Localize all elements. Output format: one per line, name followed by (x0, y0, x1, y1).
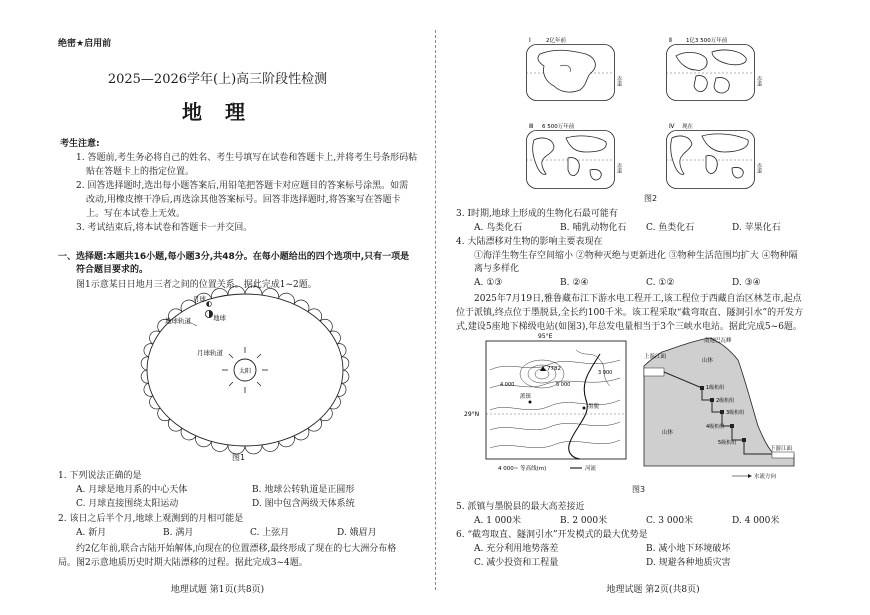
fig2-equator-label: 赤道 (616, 163, 622, 173)
q4-statements-cont: 离与多样化 (474, 264, 520, 274)
fig2-equator-label: 赤道 (756, 163, 762, 173)
fig3-upstream: 上游江面 (644, 354, 667, 360)
q1-option-d[interactable]: D. 图中包含两级天体系统 (252, 499, 355, 509)
notice-line: 上。写在本试卷上无效。 (86, 209, 186, 219)
fig2-panel-4 (666, 122, 776, 192)
q2-option-b[interactable]: B. 满月 (163, 528, 194, 538)
fig3-station-3: 3级机组 (726, 410, 745, 416)
q4-option-a[interactable]: A. ①③ (474, 278, 503, 288)
fig3-latitude: 29°N (464, 411, 480, 418)
fig3-cross-section (640, 336, 800, 486)
page-footer: 地理试题 第2页(共8页) (606, 585, 700, 595)
fig3-station-4: 4级机组 (706, 424, 725, 430)
q5-option-c[interactable]: C. 3 000米 (646, 516, 694, 526)
fig2-panel-4-num: Ⅳ (669, 123, 675, 130)
earth-label: 地球 (213, 314, 226, 322)
page-right (436, 0, 870, 615)
fig2-panel-3 (526, 122, 636, 192)
passage-line: 式,建设5座地下梯级电站(如图3),年总发电量相当于3个三峡水电站。据此完成5~6题。 (456, 322, 802, 332)
fig2-panel-4-label: 现在 (682, 124, 694, 130)
fig2-panel-2-num: Ⅱ (669, 37, 672, 44)
q6-option-d[interactable]: D. 规避各种地质灾害 (646, 558, 731, 568)
q3-option-a[interactable]: A. 鸟类化石 (474, 223, 523, 233)
subject-title: 地 理 (182, 100, 253, 124)
passage-line: 位于派镇,终点位于墨脱县,全长约100千米。该工程采取“截弯取直、隧洞引水”的开发方 (456, 308, 804, 318)
fig2-panel-3-label: 6 500万年前 (542, 124, 575, 130)
fig3-town-motuo: 墨脱 (588, 404, 600, 410)
section-heading: 一、选择题:本题共16小题,每小题3分,共48分。在每小题给出的四个选项中,只有一项是 (58, 252, 410, 262)
section-heading-cont: 符合题目要求的。 (76, 265, 149, 275)
fig3-downstream: 下游江面 (770, 446, 793, 452)
moon-orbit-label: 月球轨道 (197, 349, 223, 357)
q2-option-c[interactable]: C. 上弦月 (250, 528, 290, 538)
passage-line: 约2亿年前,联合古陆开始解体,向现在的位置漂移,最终形成了现在的七大洲分布格 (76, 544, 397, 554)
q4-option-c[interactable]: C. ①② (646, 278, 675, 288)
fig2-equator-label: 赤道 (756, 76, 762, 86)
notice-line: 贴在答题卡上的指定位置。 (86, 167, 195, 177)
fig3-mountain-top: 南迦巴瓦峰 (704, 338, 732, 344)
q1-option-b[interactable]: B. 地球公转轨道是正圆形 (252, 485, 355, 495)
fig3-legend-river: 河流 (585, 466, 597, 472)
fig2-panel-1-label: 2亿年前 (546, 38, 566, 44)
q2-option-a[interactable]: A. 新月 (76, 528, 107, 538)
fig3-contour-map (464, 330, 640, 490)
question-5-stem: 5. 派镇与墨脱县的最大高差接近 (456, 502, 585, 512)
figure1-intro: 图1示意某日日地月三者之间的位置关系。据此完成1~2题。 (76, 280, 317, 290)
figure3-caption: 图3 (632, 485, 646, 494)
q4-option-d[interactable]: D. ③④ (732, 278, 761, 288)
fig2-panel-1-num: Ⅰ (529, 37, 531, 44)
q4-statements: ①海洋生物生存空间缩小 ②物种灭绝与更新进化 ③物种生活范围均扩大 ④物种隔 (474, 251, 798, 261)
q1-option-a[interactable]: A. 月球是地月系的中心天体 (76, 485, 188, 495)
fig2-panel-1 (526, 36, 636, 102)
fig3-station-1: 1级机组 (706, 385, 725, 391)
exam-title: 2025—2026学年(上)高三阶段性检测 (107, 72, 328, 87)
question-6-stem: 6. “截弯取直、隧洞引水”开发模式的最大优势是 (456, 530, 648, 540)
secret-label: 绝密★启用前 (58, 39, 112, 49)
fig3-mountain-label-2: 山体 (662, 430, 674, 436)
figure2-caption: 图2 (644, 194, 658, 203)
page-footer: 地理试题 第1页(共8页) (170, 585, 265, 595)
fig3-mountain-label: 山体 (702, 358, 714, 364)
fig2-equator-label: 赤道 (616, 76, 622, 86)
q5-option-a[interactable]: A. 1 000米 (474, 516, 521, 526)
q3-option-c[interactable]: C. 鱼类化石 (646, 223, 695, 233)
fig3-longitude: 95°E (538, 333, 553, 340)
fig2-panel-2 (666, 36, 776, 102)
fig3-peak-elevation: 7782 (547, 366, 561, 372)
figure1-caption: 图1 (232, 453, 246, 462)
q3-option-b[interactable]: B. 哺乳动物化石 (560, 223, 627, 233)
notice-title: 考生注意: (60, 139, 100, 149)
q2-option-d[interactable]: D. 娥眉月 (337, 528, 377, 538)
question-1-stem: 1. 下列说法正确的是 (58, 471, 142, 481)
fig3-contour-5000: 5 000 (556, 382, 571, 388)
fig3-town-pai: 派镇 (520, 394, 532, 400)
fig2-panel-2-label: 1亿3 500万年前 (686, 38, 728, 44)
fig2-panel-3-num: Ⅲ (529, 123, 534, 130)
earth-orbit-label: 地球轨道 (165, 317, 191, 325)
moon-label: 月球 (193, 295, 206, 303)
question-3-stem: 3. Ⅰ时期,地球上形成的生物化石最可能有 (456, 209, 618, 219)
fig3-station-2: 2级机组 (716, 398, 735, 404)
fig3-contour-3000: 3 000 (598, 370, 613, 376)
q1-option-c[interactable]: C. 月球直接围绕太阳运动 (76, 499, 179, 509)
sun-label: 太阳 (238, 368, 252, 375)
notice-line: 1. 答题前,考生务必将自己的姓名、考生号填写在试卷和答题卡上,并将考生号条形码粘 (76, 153, 418, 163)
q5-option-d[interactable]: D. 4 000米 (732, 516, 780, 526)
figure1-diagram (135, 290, 365, 460)
fig3-station-5: 5级机组 (718, 440, 737, 446)
q6-option-b[interactable]: B. 减小地下环境破坏 (646, 544, 731, 554)
fig3-legend-contour: 4 000~ 等高线(m) (498, 466, 547, 472)
question-4-stem: 4. 大陆漂移对生物的影响主要表现在 (456, 237, 603, 247)
q6-option-a[interactable]: A. 充分利用地势落差 (474, 544, 559, 554)
notice-line: 3. 考试结束后,将本试卷和答题卡一并交回。 (76, 223, 253, 233)
q5-option-b[interactable]: B. 2 000米 (560, 516, 608, 526)
figure2 (436, 0, 870, 210)
fig3-contour-4000: 4 000 (500, 382, 515, 388)
q6-option-c[interactable]: C. 减少投资和工程量 (474, 558, 559, 568)
passage-line: 局。图2示意地质历史时期大陆漂移的过程。据此完成3~4题。 (58, 558, 308, 568)
question-2-stem: 2. 该日之后半个月,地球上观测到的月相可能是 (58, 514, 244, 524)
notice-line: 2. 回答选择题时,选出每小题答案后,用铅笔把答题卡对应题目的答案标号涂黑。如需 (76, 181, 409, 191)
q4-option-b[interactable]: B. ②④ (560, 278, 589, 288)
fig3-flow-direction: 水流方向 (754, 474, 777, 480)
notice-line: 改动,用橡皮擦干净后,再选涂其他答案标号。回答非选择题时,将答案写在答题卡 (86, 195, 401, 205)
passage-line: 2025年7月19日,雅鲁藏布江下游水电工程开工,该工程位于西藏自治区林芝市,起点 (474, 294, 802, 304)
q3-option-d[interactable]: D. 苹果化石 (732, 223, 781, 233)
